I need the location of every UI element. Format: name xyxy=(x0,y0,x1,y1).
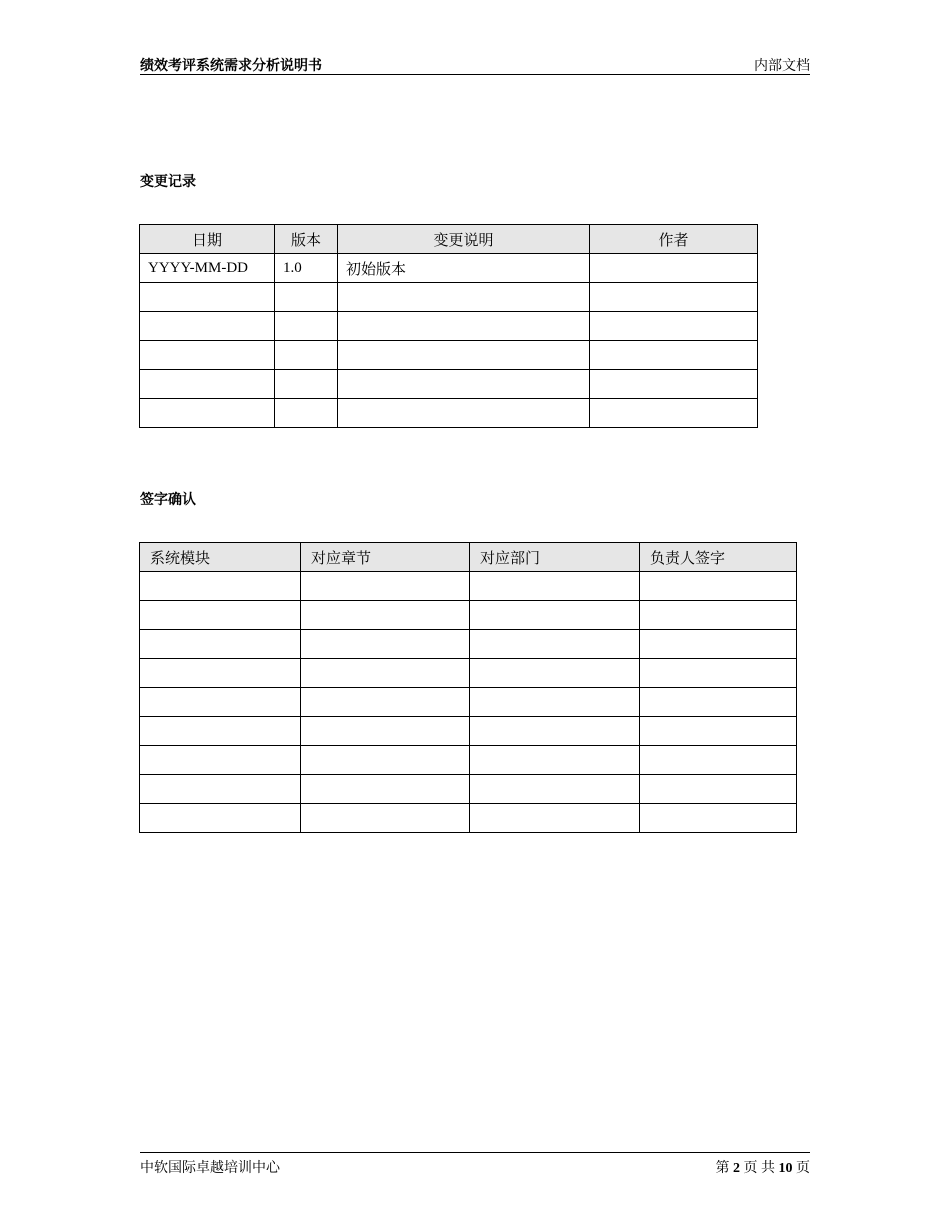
change-log-table xyxy=(139,224,758,428)
table-cell xyxy=(301,775,470,804)
table-row xyxy=(140,630,797,659)
table-cell xyxy=(640,659,797,688)
table-cell xyxy=(590,283,758,312)
table-cell xyxy=(470,775,640,804)
table-cell xyxy=(301,572,470,601)
table-row xyxy=(140,717,797,746)
table-row xyxy=(140,804,797,833)
table-cell xyxy=(470,572,640,601)
column-header-chapter: 对应章节 xyxy=(301,543,470,572)
table-row xyxy=(140,659,797,688)
table-cell xyxy=(590,341,758,370)
table-cell xyxy=(640,746,797,775)
table-cell xyxy=(301,601,470,630)
table-cell xyxy=(140,572,301,601)
table-row xyxy=(140,688,797,717)
page-number: 第 2 页 共 10 页 xyxy=(715,1161,810,1176)
table-row xyxy=(140,601,797,630)
table-cell xyxy=(470,601,640,630)
column-header-version: 版本 xyxy=(275,225,338,254)
table-cell xyxy=(640,804,797,833)
table-cell xyxy=(640,572,797,601)
table-cell xyxy=(140,688,301,717)
table-cell: YYYY-MM-DD xyxy=(140,254,275,283)
column-header-date: 日期 xyxy=(140,225,275,254)
table-cell xyxy=(640,688,797,717)
table-cell xyxy=(590,312,758,341)
table-cell xyxy=(140,283,275,312)
table-cell xyxy=(470,746,640,775)
table-cell xyxy=(275,283,338,312)
table-row xyxy=(140,775,797,804)
column-header-module: 系统模块 xyxy=(140,543,301,572)
table-cell xyxy=(275,399,338,428)
table-header-row xyxy=(140,543,797,572)
table-cell: 1.0 xyxy=(275,254,338,283)
table-cell xyxy=(338,370,590,399)
table-cell xyxy=(640,717,797,746)
table-cell xyxy=(590,370,758,399)
change-log-title: 变更记录 xyxy=(140,174,196,190)
page-footer xyxy=(140,1152,810,1177)
table-row xyxy=(140,283,758,312)
document-classification: 内部文档 xyxy=(754,59,810,74)
table-cell xyxy=(275,341,338,370)
table-cell xyxy=(301,746,470,775)
table-cell xyxy=(140,717,301,746)
table-cell: 初始版本 xyxy=(338,254,590,283)
signoff-title: 签字确认 xyxy=(140,492,196,508)
table-cell xyxy=(338,399,590,428)
table-cell xyxy=(140,312,275,341)
table-cell xyxy=(301,688,470,717)
table-cell xyxy=(470,804,640,833)
table-cell xyxy=(140,746,301,775)
table-cell xyxy=(140,630,301,659)
page-header xyxy=(140,55,810,75)
table-row xyxy=(140,370,758,399)
table-cell xyxy=(301,717,470,746)
table-cell xyxy=(338,341,590,370)
table-cell xyxy=(140,399,275,428)
table-cell xyxy=(470,630,640,659)
table-row xyxy=(140,341,758,370)
table-cell xyxy=(590,399,758,428)
table-cell xyxy=(470,717,640,746)
table-cell xyxy=(338,283,590,312)
table-cell xyxy=(140,804,301,833)
table-cell xyxy=(140,775,301,804)
column-header-author: 作者 xyxy=(590,225,758,254)
table-cell xyxy=(470,659,640,688)
table-row xyxy=(140,572,797,601)
table-row xyxy=(140,746,797,775)
table-cell xyxy=(275,370,338,399)
table-cell xyxy=(140,601,301,630)
table-header-row xyxy=(140,225,758,254)
table-cell xyxy=(590,254,758,283)
table-cell xyxy=(640,601,797,630)
footer-organization: 中软国际卓越培训中心 xyxy=(140,1161,280,1176)
table-cell xyxy=(301,804,470,833)
table-cell xyxy=(275,312,338,341)
table-cell xyxy=(640,775,797,804)
table-cell xyxy=(640,630,797,659)
document-title: 绩效考评系统需求分析说明书 xyxy=(140,58,322,74)
column-header-department: 对应部门 xyxy=(470,543,640,572)
table-row xyxy=(140,399,758,428)
table-cell xyxy=(470,688,640,717)
table-cell xyxy=(140,370,275,399)
table-row xyxy=(140,312,758,341)
table-cell xyxy=(338,312,590,341)
table-cell xyxy=(301,630,470,659)
column-header-description: 变更说明 xyxy=(338,225,590,254)
signoff-table xyxy=(139,542,797,833)
table-cell xyxy=(140,659,301,688)
table-cell xyxy=(301,659,470,688)
table-cell xyxy=(140,341,275,370)
table-row xyxy=(140,254,758,283)
column-header-signature: 负责人签字 xyxy=(640,543,797,572)
